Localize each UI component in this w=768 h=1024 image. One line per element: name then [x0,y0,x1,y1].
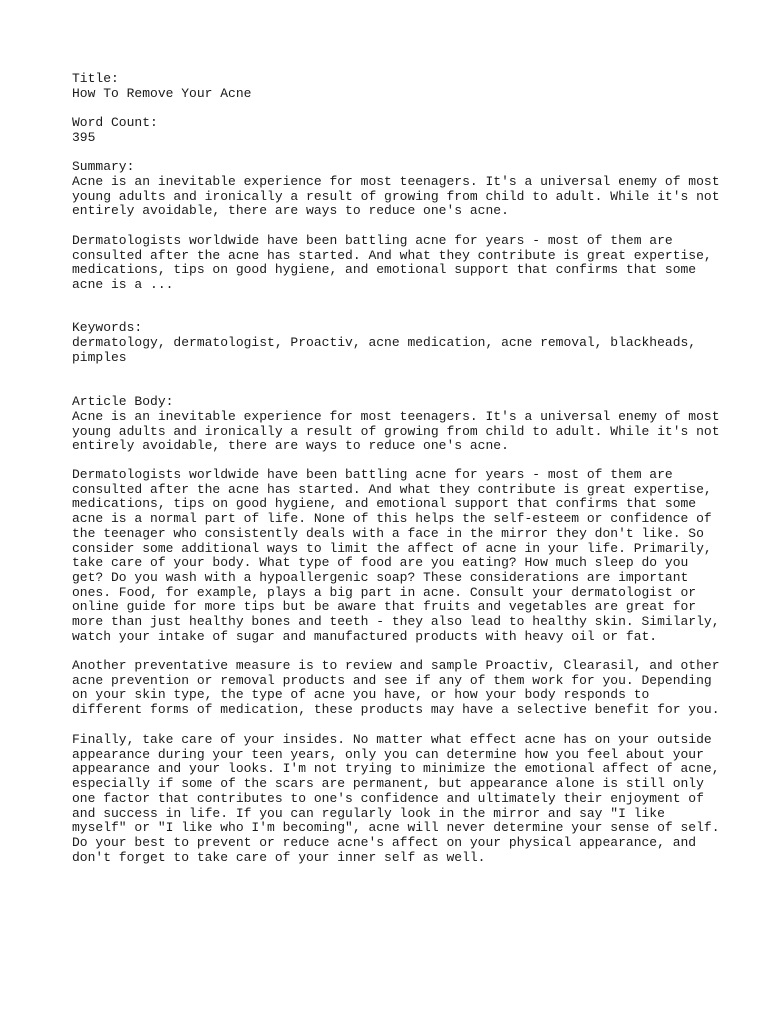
summary-paragraph-2: Dermatologists worldwide have been battling acne for years - most of them are consulted after the acne has started. And what they contribute is great expertise, medications, tips on good hygiene, and emotional support that confirms that some acne is a ... [72,233,712,293]
article-paragraph-4: Finally, take care of your insides. No matter what effect acne has on your outside appearance during your teen years, only you can determine how you feel about your appearance and your looks. I'm not trying to minimize the emotional affect of acne, especially if some of the scars are permanent, but appearance alone is still only one factor that contributes to one's confidence and ultimately their enjoyment of and success in life. If you can regularly look in the mirror and say "I like myself" or "I like who I'm becoming", acne will never determine your sense of self. Do your best to prevent or reduce acne's affect on your physical appearance, and don't forget to take care of your inner self as well. [72,732,720,865]
word-count-value: 395 [72,130,96,145]
article-paragraph-1: Acne is an inevitable experience for most teenagers. It's a universal enemy of most young adults and ironically a result of growing from child to adult. While it's not entirely avoidable, there are ways to reduce one's acne. [72,409,720,454]
summary-label: Summary: [72,159,135,174]
keywords-label: Keywords: [72,320,143,335]
article-paragraph-2: Dermatologists worldwide have been battling acne for years - most of them are consulted after the acne has started. And what they contribute is great expertise, medications, tips on good hygiene, and emotional support that confirms that some acne is a normal part of life. None of this helps the self-esteem or confidence of the teenager who consistently deals with a face in the mirror they don't like. So consider some additional ways to limit the affect of acne in your life. Primarily, take care of your body. What type of food are you eating? How much sleep do you get? Do you wash with a hypoallergenic soap? These considerations are important ones. Food, for example, plays a big part in acne. Consult your dermatologist or online guide for more tips but be aware that fruits and vegetables are great for more than just healthy bones and teeth - they also lead to healthy skin. Similarly, watch your intake of sugar and manufactured products with heavy oil or fat. [72,467,720,644]
keywords-list: dermatology, dermatologist, Proactiv, acne medication, acne removal, blackheads, pimples [72,335,697,365]
summary-paragraph-1: Acne is an inevitable experience for most teenagers. It's a universal enemy of most young adults and ironically a result of growing from child to adult. While it's not entirely avoidable, there are ways to reduce one's acne. [72,174,720,219]
document-title: How To Remove Your Acne [72,86,252,101]
title-label: Title: [72,71,119,86]
word-count-label: Word Count: [72,115,158,130]
article-paragraph-3: Another preventative measure is to review and sample Proactiv, Clearasil, and other acne prevention or removal products and see if any of them work for you. Depending on your skin type, the type of acne you have, or how your body responds to different forms of medication, these products may have a selective benefit for you. [72,658,720,718]
article-body-label: Article Body: [72,394,174,409]
